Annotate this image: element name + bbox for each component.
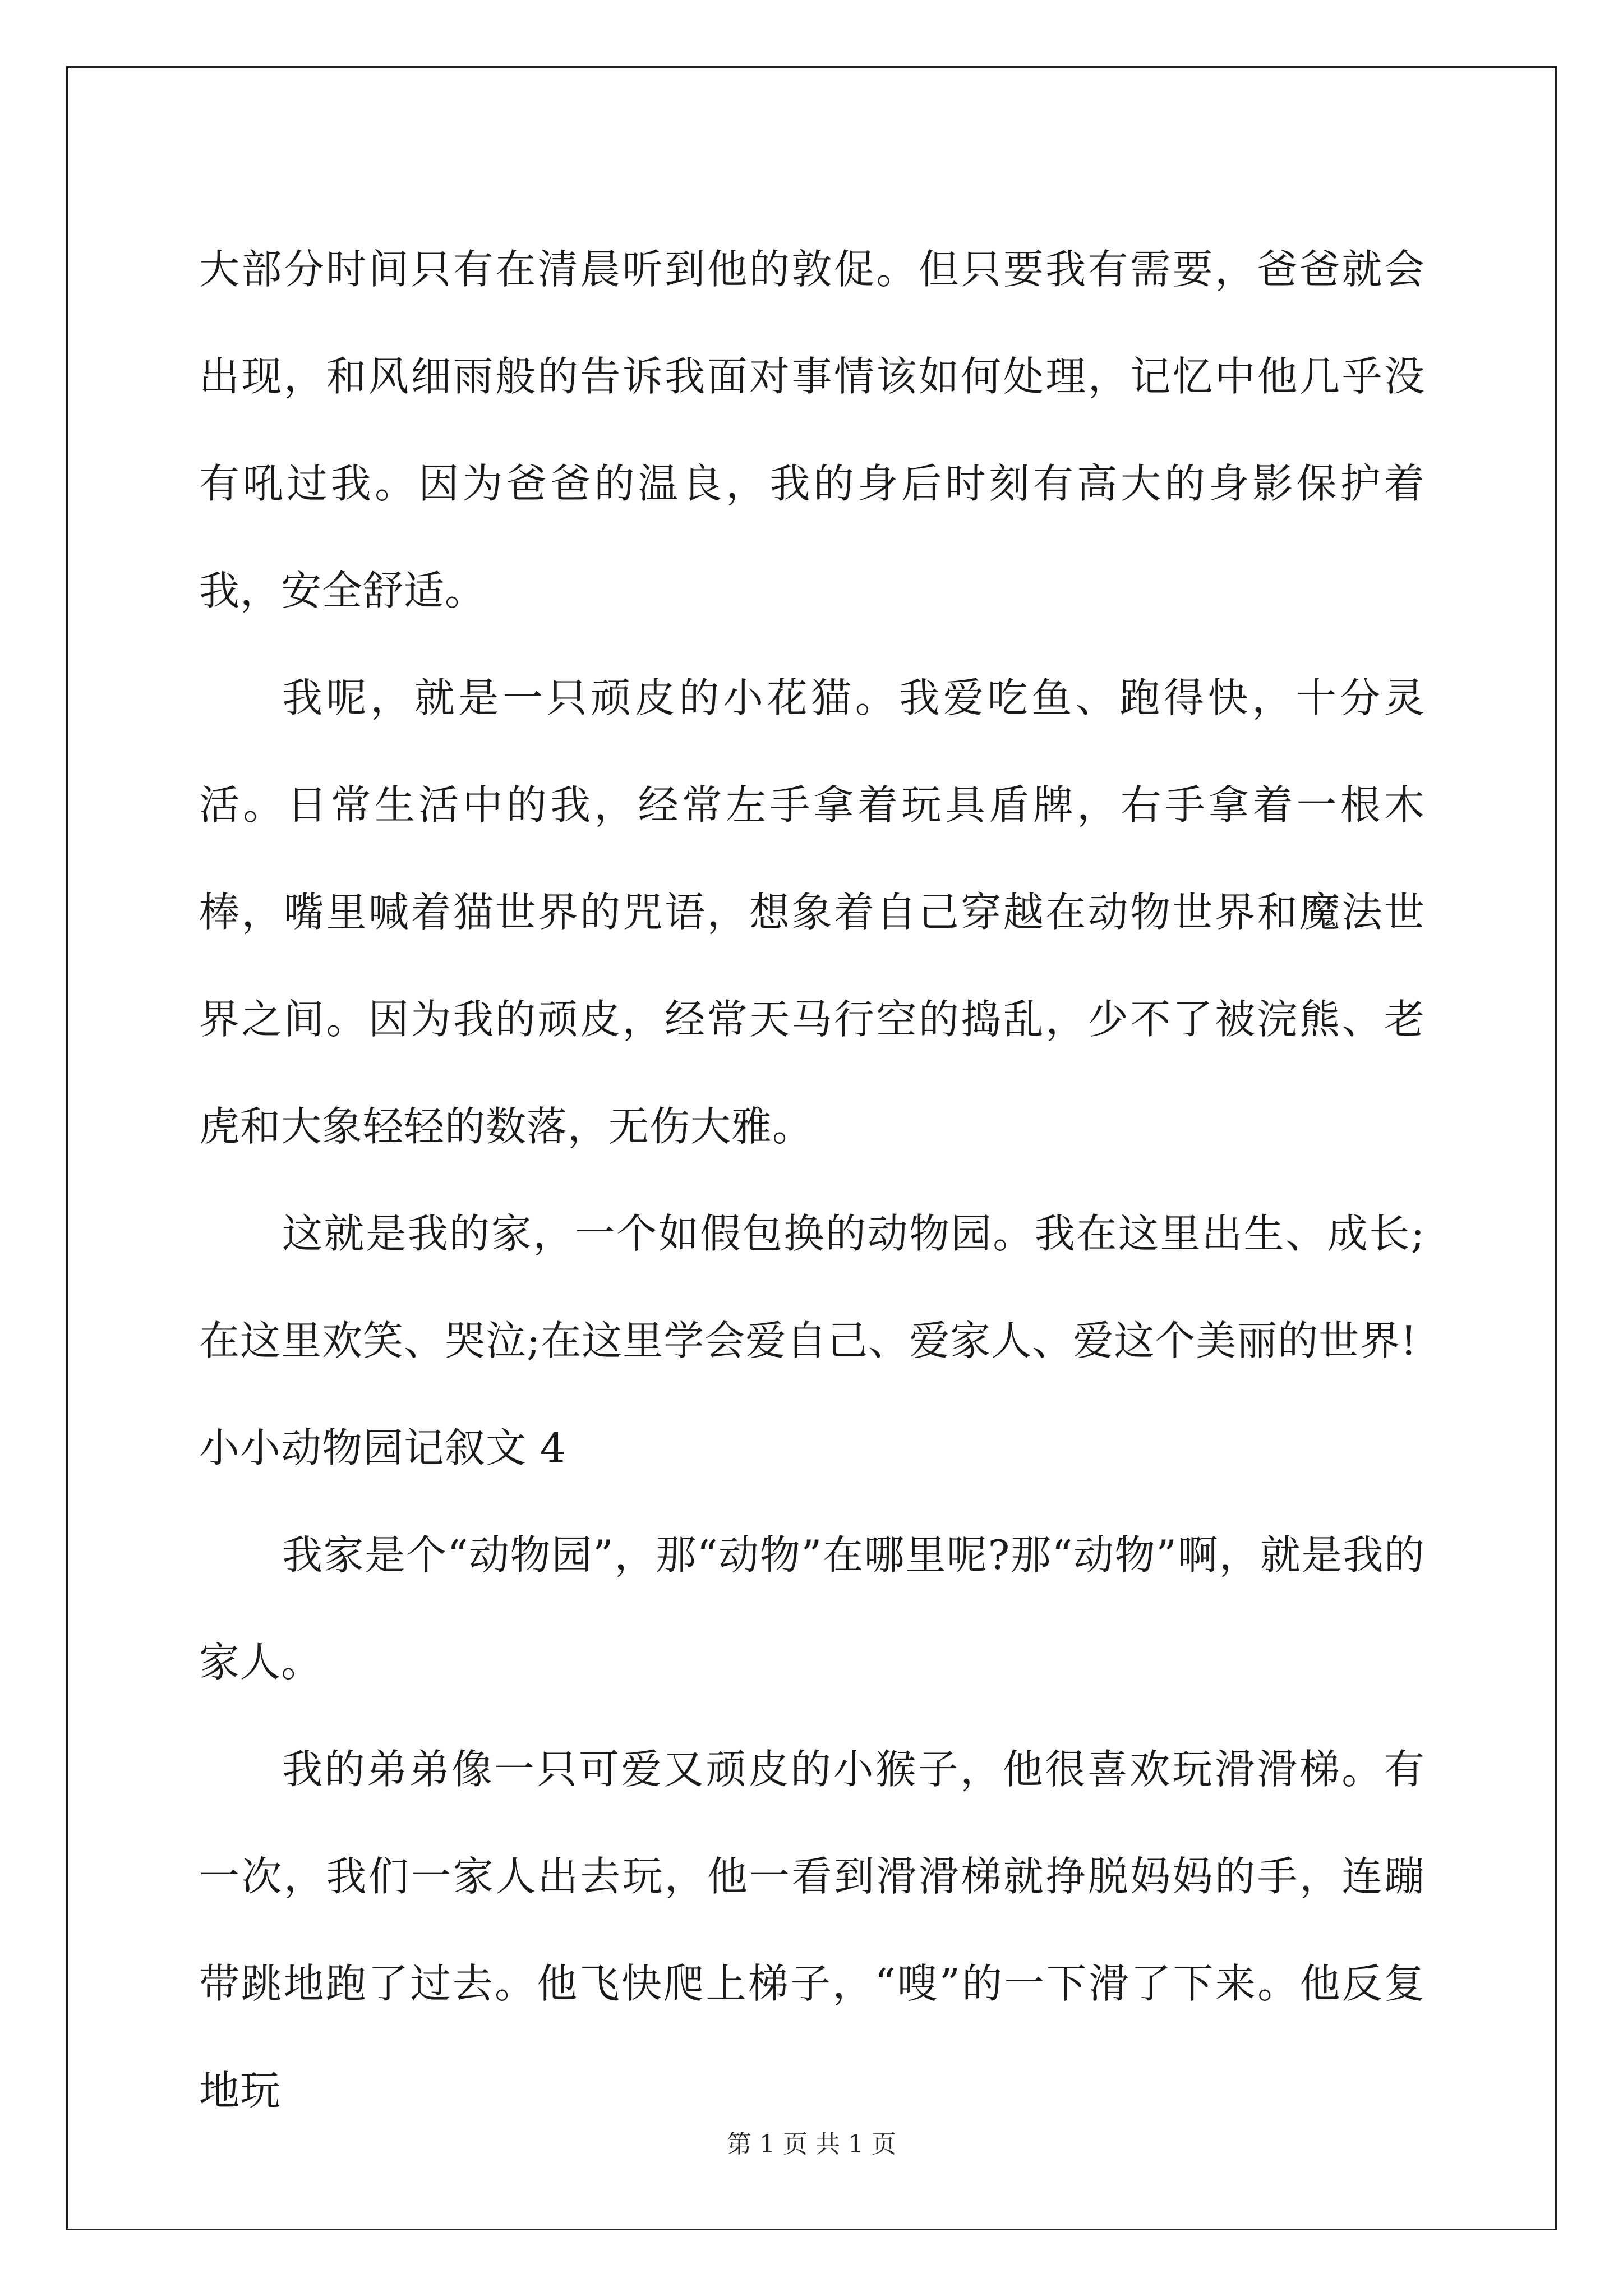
page-footer: 第 1 页 共 1 页 (727, 2130, 896, 2159)
document-body (199, 216, 1425, 2145)
paragraph-3: 这就是我的家，一个如假包换的动物园。我在这里出生、成长;在这里欢笑、哭泣;在这里学会爱自己、爱家人、爱这个美丽的世界! (199, 1210, 1425, 1364)
section-heading: 小小动物园记叙文 4 (199, 1424, 566, 1471)
paragraph-2: 我呢，就是一只顽皮的小花猫。我爱吃鱼、跑得快，十分灵活。日常生活中的我，经常左手拿着玩具盾牌，右手拿着一根木棒，嘴里喊着猫世界的咒语，想象着自己穿越在动物世界和魔法世界之间。因为我的顽皮，经常天马行空的捣乱，少不了被浣熊、老虎和大象轻轻的数落，无伤大雅。 (199, 674, 1425, 1150)
paragraph-1: 大部分时间只有在清晨听到他的敦促。但只要我有需要，爸爸就会出现，和风细雨般的告诉我面对事情该如何处理，记忆中他几乎没有吼过我。因为爸爸的温良，我的身后时刻有高大的身影保护着我，安全舒适。 (199, 246, 1425, 614)
paragraph-5: 我的弟弟像一只可爱又顽皮的小猴子，他很喜欢玩滑滑梯。有一次，我们一家人出去玩，他一看到滑滑梯就挣脱妈妈的手，连蹦带跳地跑了过去。他飞快爬上梯子，“嗖”的一下滑了下来。他反复地玩 (199, 1746, 1425, 2114)
paragraph-4: 我家是个“动物园”，那“动物”在哪里呢?那“动物”啊，就是我的家人。 (199, 1531, 1425, 1686)
